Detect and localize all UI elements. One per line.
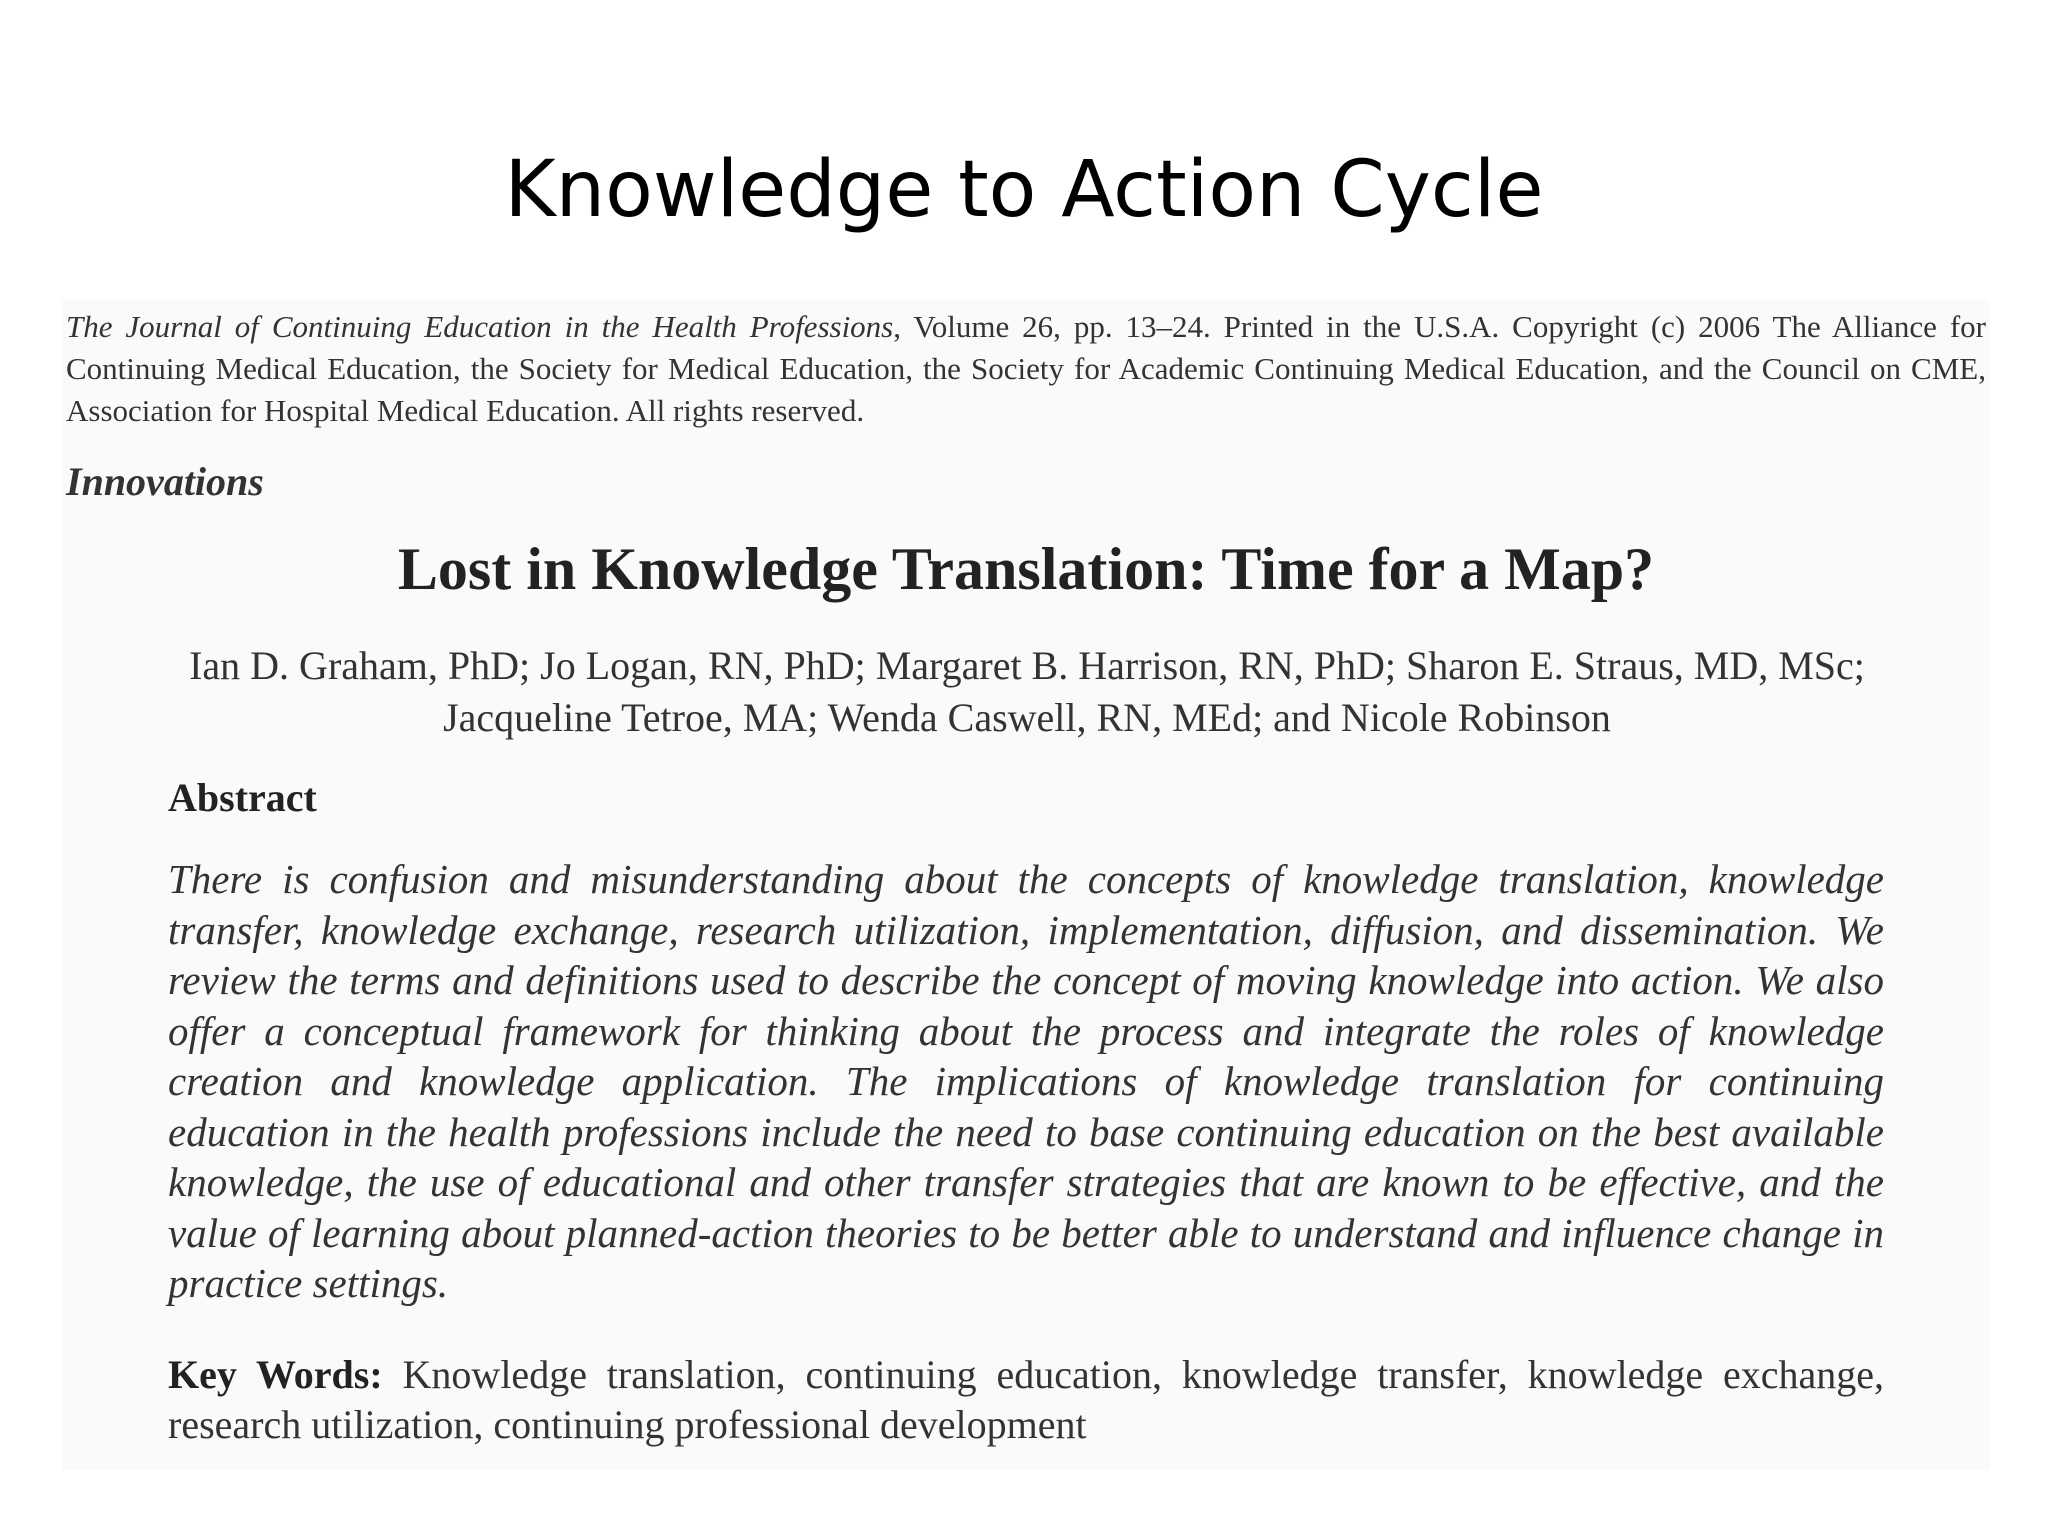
article-image xyxy=(62,300,1990,1470)
journal-name: The Journal of Continuing Education in the Health Professions xyxy=(66,309,894,344)
journal-citation xyxy=(66,306,1986,432)
keywords-text: Knowledge translation, continuing education, knowledge transfer, knowledge exchange, research utilization, continuing professional development xyxy=(168,1352,1884,1447)
journal-details: , Volume 26, pp. 13–24. Printed in the U.S.A. Copyright (c) 2006 The Alliance for Continuing Medical Education, the Society for Medical Education, the Society for Academic Continuing Medical Education, and the Council on CME, Association for Hospital Medical Education. All rights reserved. xyxy=(66,309,1986,428)
keywords-label: Key Words: xyxy=(168,1352,383,1397)
article-title: Lost in Knowledge Translation: Time for a Map? xyxy=(397,536,1655,602)
article-authors: Ian D. Graham, PhD; Jo Logan, RN, PhD; Margaret B. Harrison, RN, PhD; Sharon E. Straus, MD, MSc; Jacqueline Tetroe, MA; Wenda Caswell, RN, MEd; and Nicole Robinson xyxy=(189,643,1865,740)
abstract-text: There is confusion and misunderstanding about the concepts of knowledge translation, knowledge transfer, knowledge exchange, research utilization, implementation, diffusion, and dissemination. We review the terms and definitions used to describe the concept of moving knowledge into action. We also offer a conceptual framework for thinking about the process and integrate the roles of knowledge creation and knowledge application. The implications of knowledge translation for continuing education in the health professions include the need to base continuing education on the best available knowledge, the use of educational and other transfer strategies that are known to be effective, and the value of learning about planned-action theories to be better able to understand and influence change in practice settings. xyxy=(168,856,1884,1306)
abstract-heading: Abstract xyxy=(168,775,317,820)
slide-title: Knowledge to Action Cycle xyxy=(504,145,1544,235)
section-label: Innovations xyxy=(66,459,264,504)
keywords xyxy=(168,1350,1884,1450)
